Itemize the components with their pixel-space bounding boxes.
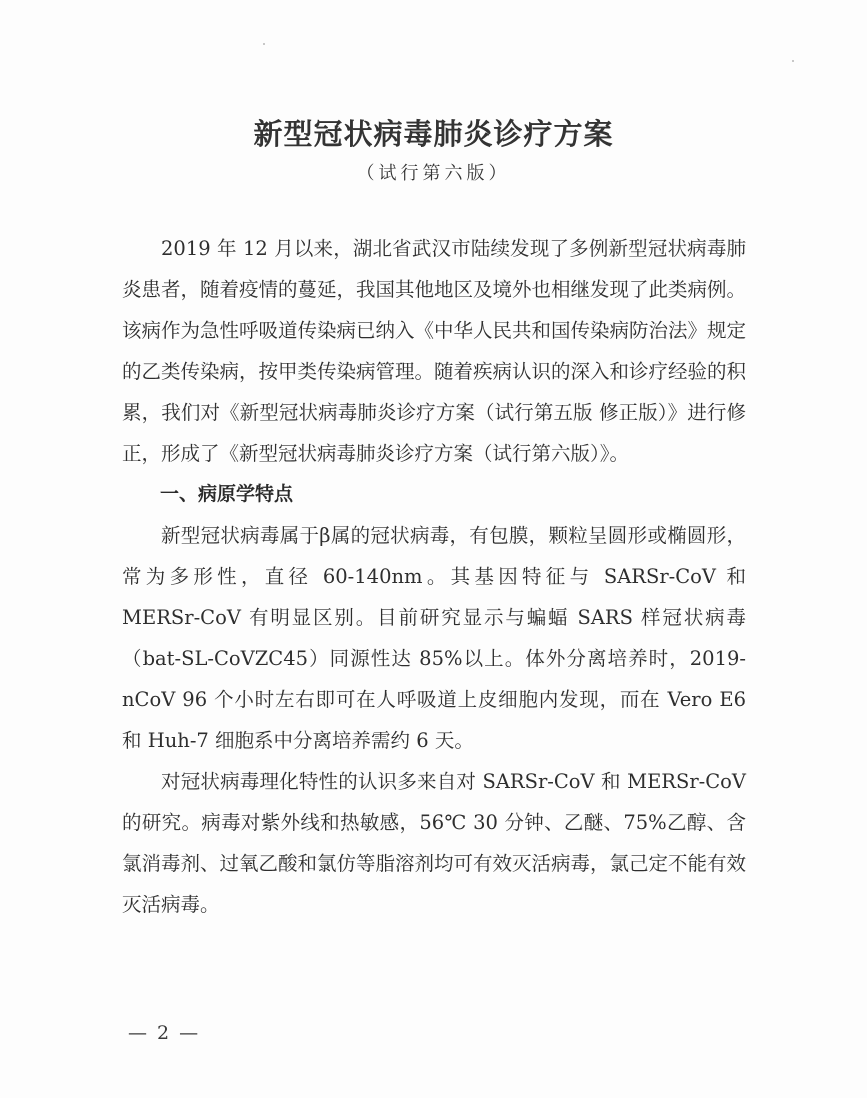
scan-speck — [792, 60, 794, 62]
document-title: 新型冠状病毒肺炎诊疗方案 — [253, 117, 614, 151]
section-paragraph: 新型冠状病毒属于β属的冠状病毒，有包膜，颗粒呈圆形或椭圆形，常为多形性，直径 60-140nm。其基因特征与 SARSr-CoV 和 MERSr-CoV 有明显区别。目前研究显示与蝙蝠 SARS 样冠状病毒（bat-SL-CoVZC45）同源性达 85%以上。体外分离培养时，2019-nCoV 96 个小时左右即可在人呼吸道上皮细胞内发现，而在 Vero E6 和 Huh-7 细胞系中分离培养需约 6 天。 — [122, 524, 746, 752]
document-subtitle: （试行第六版） — [356, 163, 511, 184]
scan-speck — [263, 43, 265, 45]
section-heading: 一、病原学特点 — [160, 483, 294, 505]
section-paragraph: 对冠状病毒理化特性的认识多来自对 SARSr-CoV 和 MERSr-CoV 的研究。病毒对紫外线和热敏感，56℃ 30 分钟、乙醚、75%乙醇、含氯消毒剂、过氧乙酸和氯仿等脂溶剂均可有效灭活病毒，氯己定不能有效灭活病毒。 — [122, 770, 747, 916]
document-body — [122, 228, 746, 925]
intro-paragraph: 2019 年 12 月以来，湖北省武汉市陆续发现了多例新型冠状病毒肺炎患者，随着疫情的蔓延，我国其他地区及境外也相继发现了此类病例。该病作为急性呼吸道传染病已纳入《中华人民共和国传染病防治法》规定的乙类传染病，按甲类传染病管理。随着疾病认识的深入和诊疗经验的积累，我们对《新型冠状病毒肺炎诊疗方案（试行第五版 修正版）》进行修正，形成了《新型冠状病毒肺炎诊疗方案（试行第六版）》。 — [122, 237, 747, 465]
page-number: — 2 — — [128, 1022, 201, 1044]
